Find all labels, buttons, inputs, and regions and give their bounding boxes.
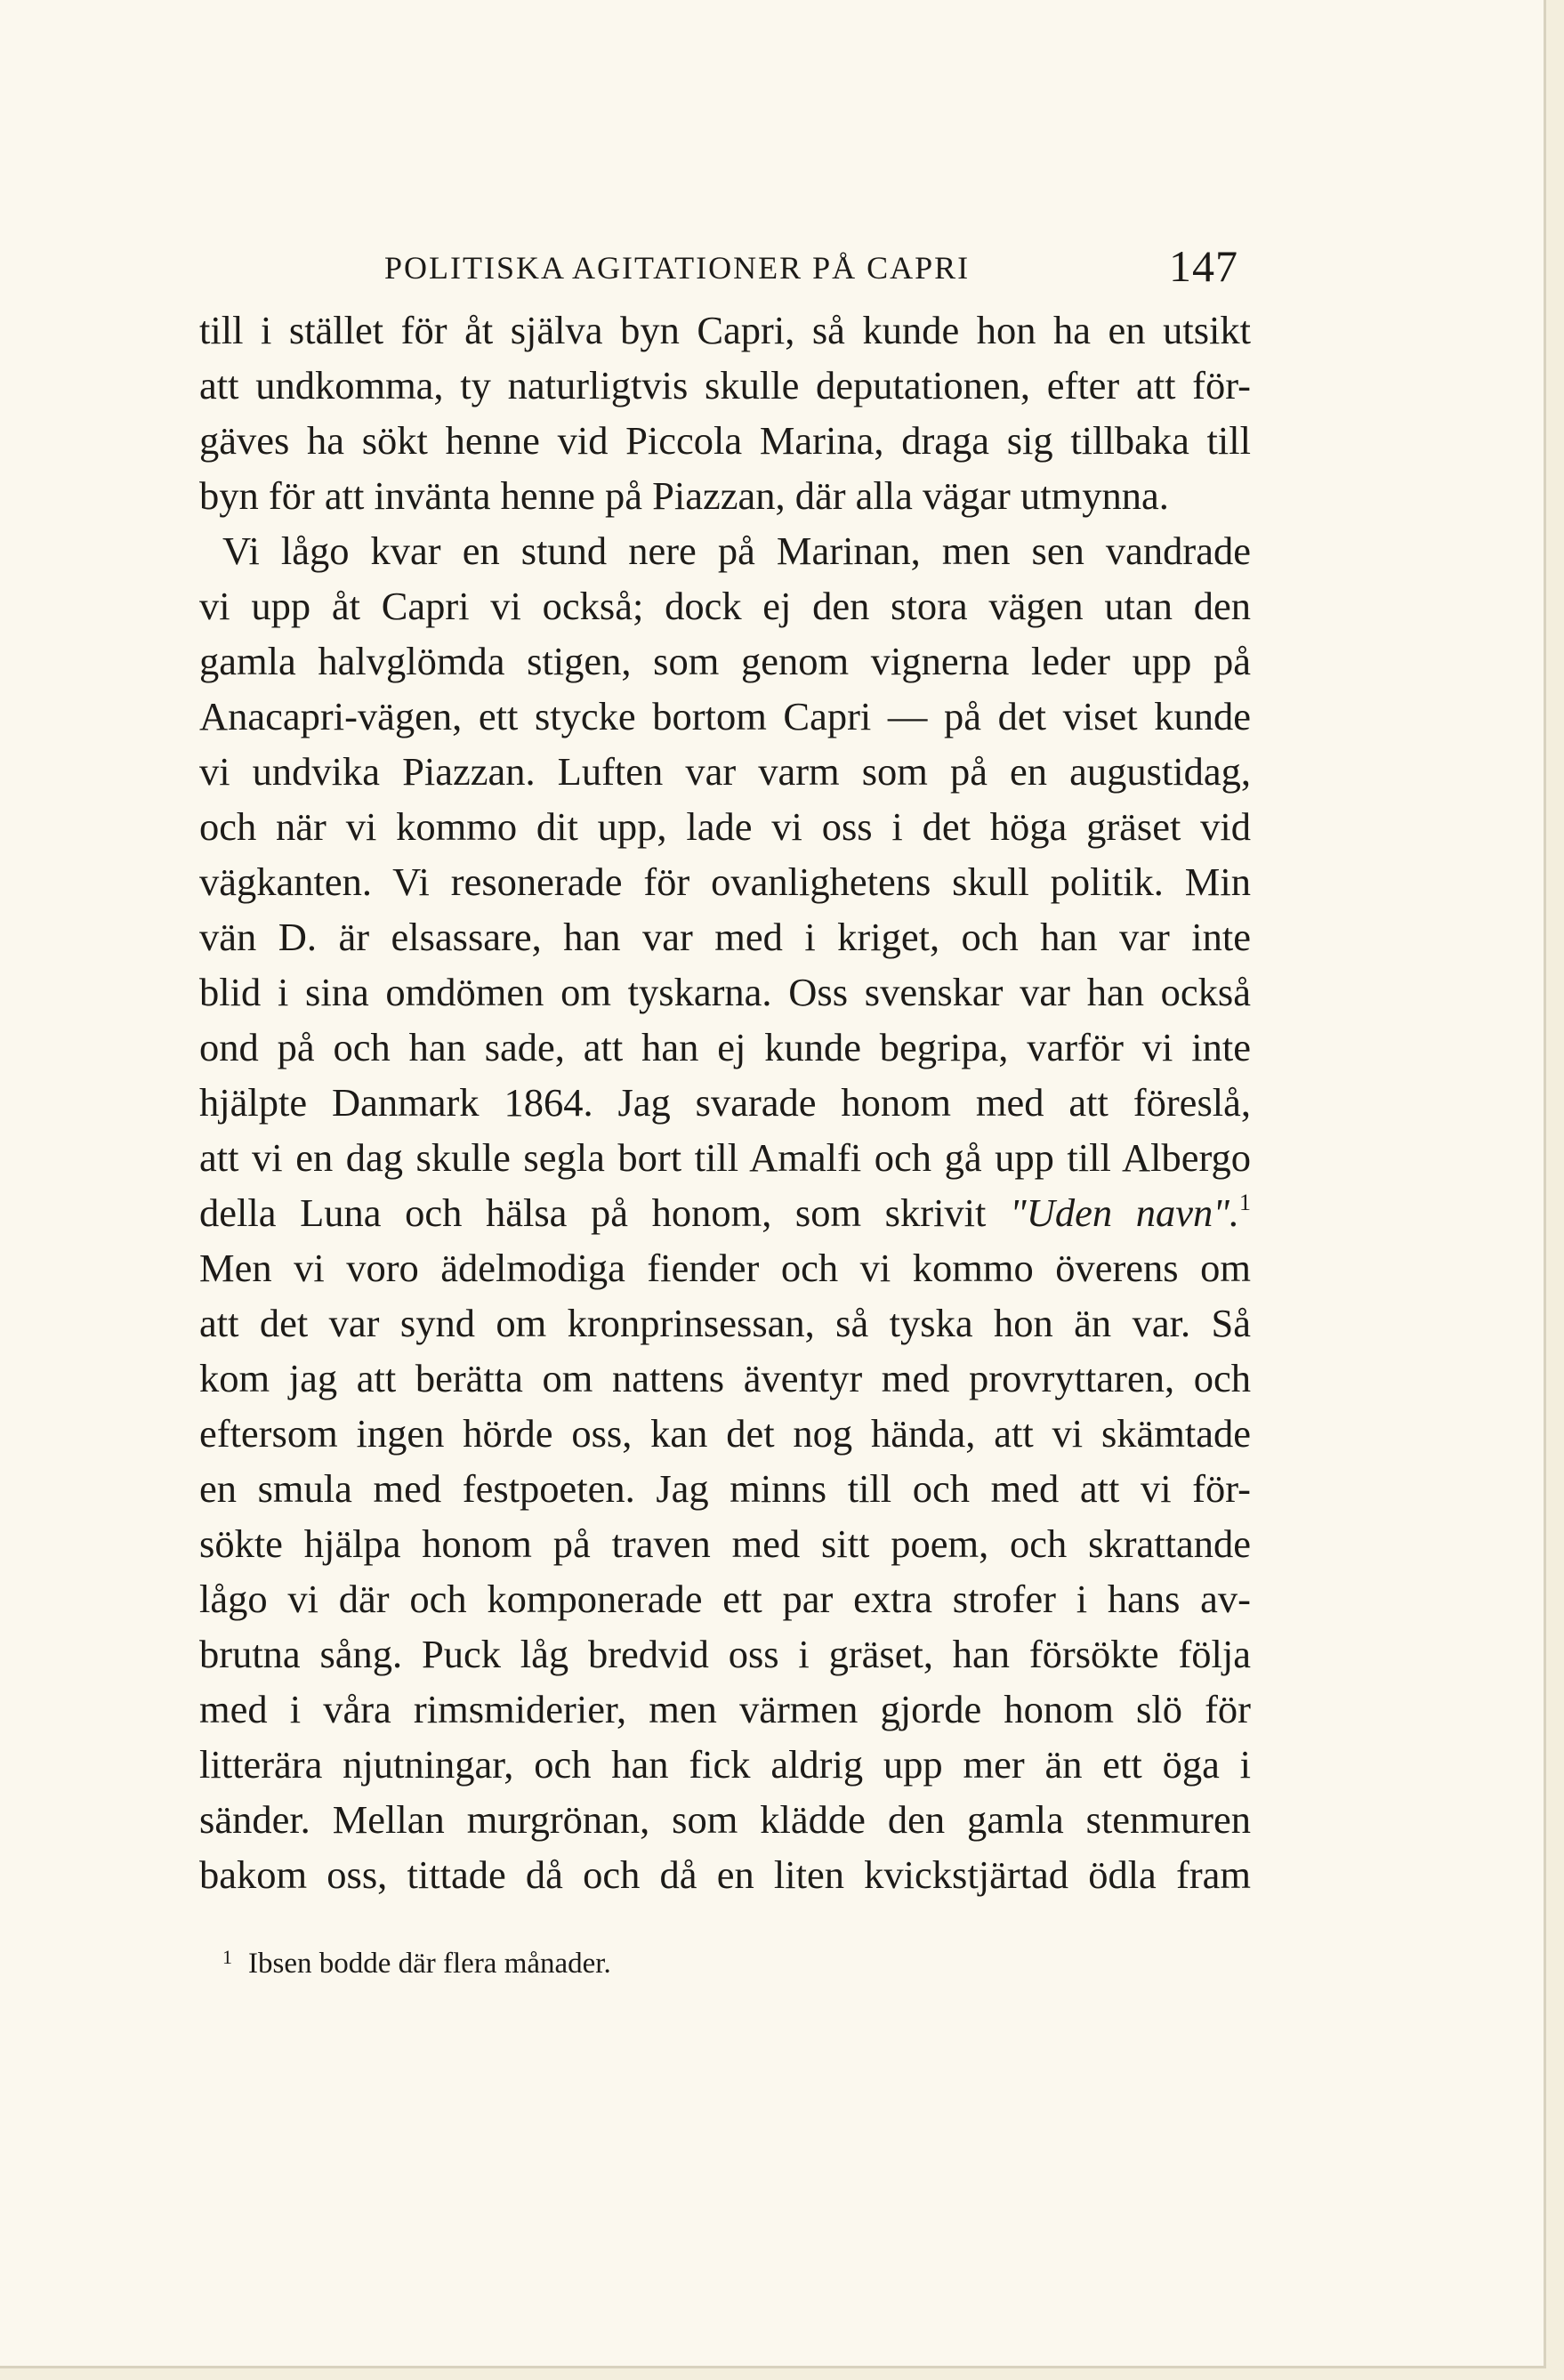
text-line: till i stället för åt själva byn Capri, så kunde hon ha en utsikt — [199, 308, 1251, 352]
text-line: brutna sång. Puck låg bredvid oss i gräset, han försökte följa — [199, 1632, 1251, 1676]
footnote-reference: 1 — [1239, 1190, 1252, 1215]
text-line: kom jag att berätta om nattens äventyr med provryttaren, och — [199, 1356, 1251, 1400]
text-line: att vi en dag skulle segla bort till Amalfi och gå upp till Albergo — [199, 1135, 1251, 1180]
text-line: vägkanten. Vi resonerade för ovanlighetens skull politik. Min — [199, 859, 1251, 904]
text-line: ond på och han sade, att han ej kunde begripa, varför vi inte — [199, 1025, 1251, 1069]
text-line: gäves ha sökt henne vid Piccola Marina, draga sig tillbaka till — [199, 418, 1251, 463]
footnote-text: Ibsen bodde där flera månader. — [248, 1948, 611, 1980]
body-text — [199, 303, 1251, 1902]
text-line: eftersom ingen hörde oss, kan det nog hända, att vi skämtade — [199, 1411, 1251, 1456]
text-line: Vi lågo kvar en stund nere på Marinan, men sen vandrade — [222, 528, 1251, 573]
text-line: en smula med festpoeten. Jag minns till och med att vi för- — [199, 1466, 1251, 1511]
page-number: 147 — [1169, 241, 1238, 291]
text-line: litterära njutningar, och han fick aldrig upp mer än ett öga i — [199, 1742, 1251, 1787]
text-line: byn för att invänta henne på Piazzan, där alla vägar utmynna. — [199, 473, 1169, 518]
text-line: och när vi kommo dit upp, lade vi oss i det höga gräset vid — [199, 804, 1251, 849]
text-line: Men vi voro ädelmodiga fiender och vi kommo överens om — [199, 1246, 1251, 1290]
text-line: vi upp åt Capri vi också; dock ej den stora vägen utan den — [199, 584, 1251, 628]
running-title: POLITISKA AGITATIONER PÅ CAPRI — [384, 250, 971, 286]
text-line-start: della Luna och hälsa på honom, som skrivit — [199, 1190, 987, 1235]
text-line: Anacapri-vägen, ett stycke bortom Capri — på det viset kunde — [199, 694, 1251, 738]
footnote — [222, 1944, 1023, 1983]
text-line: bakom oss, tittade då och då en liten kvickstjärtad ödla fram — [199, 1852, 1251, 1897]
quoted-title: "Uden navn". — [1010, 1190, 1240, 1235]
running-head — [384, 240, 1238, 294]
footnote-marker: 1 — [222, 1946, 232, 1968]
text-line: att undkomma, ty naturligtvis skulle deputationen, efter att för- — [199, 363, 1251, 407]
text-line: blid i sina omdömen om tyskarna. Oss svenskar var han också — [199, 970, 1251, 1014]
text-line: hjälpte Danmark 1864. Jag svarade honom med att föreslå, — [199, 1080, 1251, 1125]
text-line: vän D. är elsassare, han var med i kriget, och han var inte — [199, 915, 1251, 959]
text-line: sökte hjälpa honom på traven med sitt poem, och skrattande — [199, 1521, 1251, 1566]
text-line: gamla halvglömda stigen, som genom vignerna leder upp på — [199, 639, 1251, 683]
text-line: lågo vi där och komponerade ett par extra strofer i hans av- — [199, 1577, 1251, 1621]
text-line: sänder. Mellan murgrönan, som klädde den gamla stenmuren — [199, 1797, 1251, 1842]
text-line-with-quote — [199, 1185, 1251, 1240]
text-line: med i våra rimsmiderier, men värmen gjorde honom slö för — [199, 1687, 1251, 1731]
text-line: att det var synd om kronprinsessan, så tyska hon än var. Så — [199, 1301, 1251, 1345]
text-line: vi undvika Piazzan. Luften var varm som på en augustidag, — [199, 749, 1251, 794]
